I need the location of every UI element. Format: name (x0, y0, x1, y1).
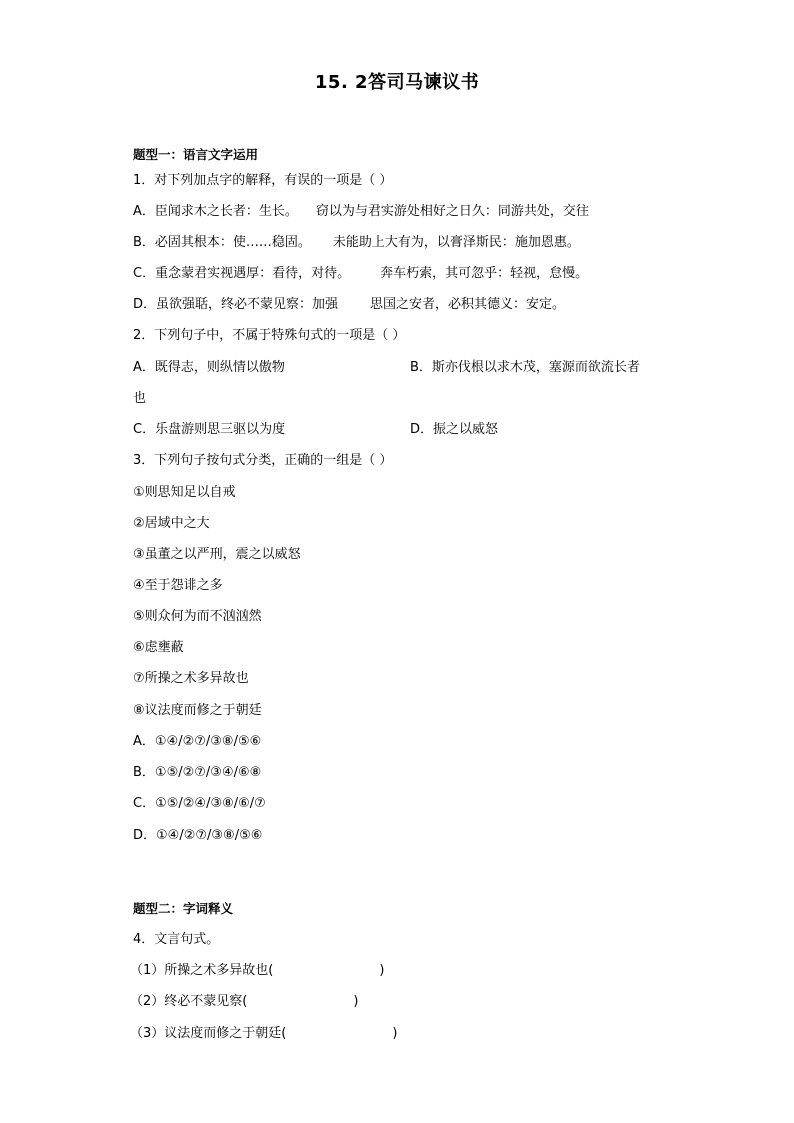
question-1-stem: 1．对下列加点字的解释，有误的一项是（ ） (133, 173, 393, 188)
question-3-option-b: B．①⑤/②⑦/③④/⑥⑧ (133, 765, 262, 780)
question-2-option-b-continued: 也 (133, 391, 147, 406)
question-3-item: ②居域中之大 (133, 516, 210, 531)
question-4-sub-2: （2）终必不蒙见察( ) (130, 994, 359, 1009)
option-c-right: 奔车朽索，其可忽乎：轻视，怠慢。 (380, 266, 589, 281)
question-4-stem: 4．文言句式。 (133, 932, 220, 947)
question-3-stem: 3．下列句子按句式分类，正确的一组是（ ） (133, 453, 393, 468)
question-2-option-b: B．斯亦伐根以求木茂，塞源而欲流长者 (410, 360, 640, 375)
question-1-option-a (133, 203, 589, 221)
question-3-option-a: A．①④/②⑦/③⑧/⑤⑥ (133, 734, 262, 749)
question-1-option-d (133, 296, 565, 314)
option-c-left: C．重念蒙君实视遇厚：看待，对待。 (133, 266, 351, 281)
question-3-item: ⑦所操之术多异故也 (133, 671, 249, 686)
section-heading-1: 题型一：语言文字运用 (133, 147, 259, 162)
question-1-option-c (133, 265, 588, 283)
option-d-left: D．虽欲强聒，终必不蒙见察：加强 (133, 297, 339, 312)
question-1-option-b (133, 234, 580, 252)
question-3-item: ③虽董之以严刑，震之以威怒 (133, 547, 301, 562)
option-d-right: 思国之安者，必积其德义：安定。 (370, 297, 566, 312)
option-b-left: B．必固其根本：使……稳固。 (133, 235, 311, 250)
question-3-item: ④至于怨诽之多 (133, 578, 223, 593)
page-title: 15. 2答司马谏议书 (314, 72, 480, 93)
question-3-item: ⑧议法度而修之于朝廷 (133, 703, 262, 718)
question-4-sub-1: （1）所操之术多异故也( ) (130, 963, 385, 978)
question-2-stem: 2．下列句子中，不属于特殊句式的一项是（ ） (133, 328, 406, 343)
option-a-right: 窃以为与君实游处相好之日久：同游共处，交往 (315, 204, 589, 219)
section-heading-2: 题型二：字词释义 (133, 901, 234, 916)
question-2-option-a: A．既得志，则纵情以傲物 (133, 360, 285, 375)
question-4-sub-3: （3）议法度而修之于朝廷( ) (130, 1026, 398, 1041)
question-3-item: ⑤则众何为而不汹汹然 (133, 609, 262, 624)
question-3-option-d: D．①④/②⑦/③⑧/⑤⑥ (133, 828, 263, 843)
question-3-item: ①则思知足以自戒 (133, 485, 236, 500)
question-3-item: ⑥虑壅蔽 (133, 640, 184, 655)
option-a-left: A．臣闻求木之长者：生长。 (133, 204, 298, 219)
question-2-option-c: C．乐盘游则思三驱以为度 (133, 422, 286, 437)
question-3-option-c: C．①⑤/②④/③⑧/⑥/⑦ (133, 796, 266, 811)
question-2-option-d: D．振之以威怒 (410, 422, 499, 437)
option-b-right: 未能助上大有为，以膏泽斯民：施加恩惠。 (332, 235, 580, 250)
